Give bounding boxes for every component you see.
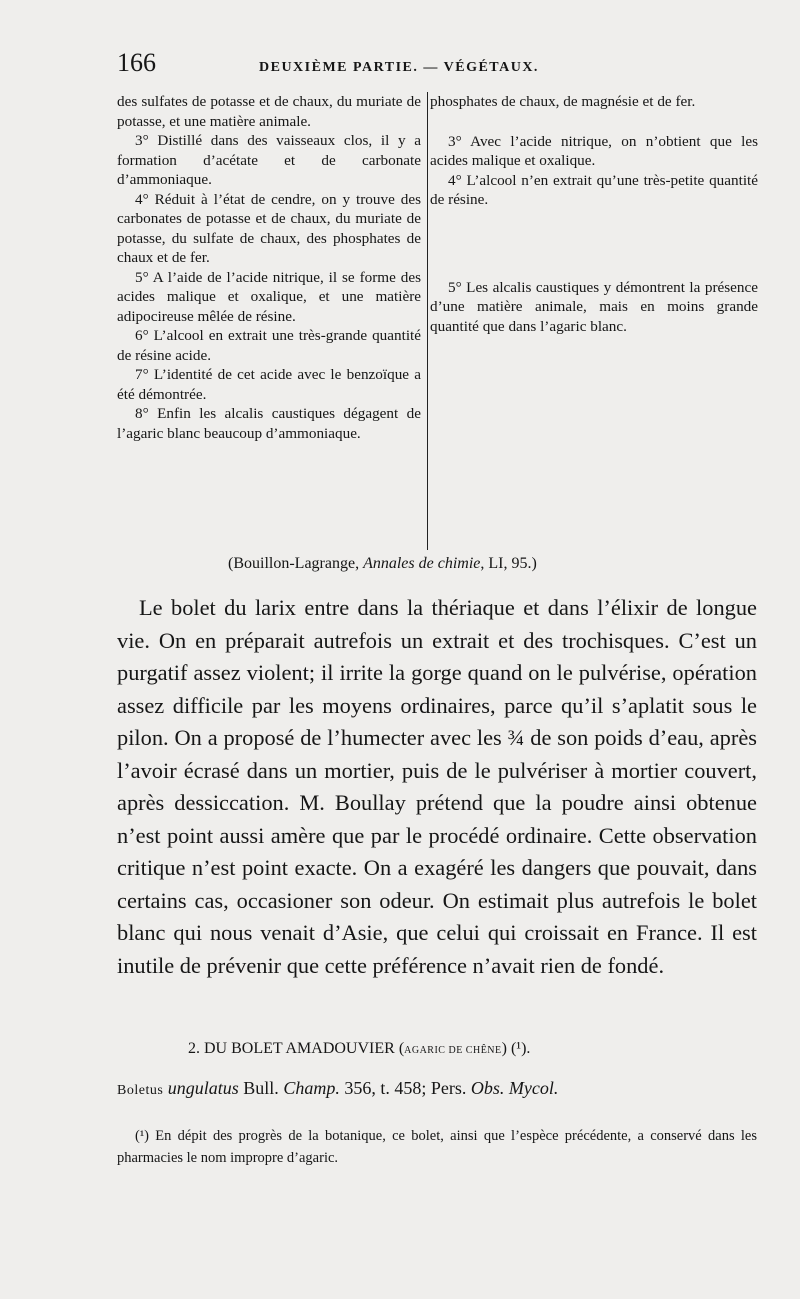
- section-close-paren: ): [501, 1040, 507, 1057]
- citation-journal: Annales de chimie: [363, 555, 481, 572]
- left-item-5: 5° A l’aide de l’acide nitrique, il se forme des acides malique et oxalique, et une matière adipocireuse mêlée de résine.: [117, 268, 421, 325]
- species-name: ungulatus: [167, 1078, 239, 1098]
- genus-name: Boletus: [117, 1083, 164, 1098]
- footnote-text: (¹) En dépit des progrès de la botanique, ce bolet, ainsi que l’espèce précédente, a conservé dans les pharmacies le nom impropre d’agaric.: [117, 1128, 757, 1166]
- work-title-2: Obs. Mycol.: [470, 1078, 559, 1098]
- section-title: 2. DU BOLET AMADOUVIER (: [188, 1040, 405, 1057]
- citation-author: (Bouillon-Lagrange,: [228, 555, 360, 572]
- section-subtitle: AGARIC DE CHÊNE: [404, 1045, 502, 1056]
- right-item-4: 4° L’alcool n’en extrait qu’une très-petite quantité de résine.: [430, 171, 758, 208]
- footnote: [117, 1125, 757, 1169]
- main-paragraph: Le bolet du larix entre dans la thériaque et dans l’élixir de longue vie. On en préparait autrefois un extrait et des trochisques. C’est un purgatif assez violent; il irrite la gorge quand on le pulvérise, opération assez difficile par les moyens ordinaires, parce qu’il s’aplatit sous le pilon. On a proposé de l’humecter avec les ¾ de son poids d’eau, après l’avoir écrasé dans un mortier, puis de le pulvériser à mortier couvert, après dessiccation. M. Boullay prétend que la poudre ainsi obtenue n’est point aussi amère que par le procédé ordinaire. Cette observation critique n’est point exacte. On a exagéré les dangers que pouvait, dans certains cas, occasioner son odeur. On estimait plus autrefois le bolet blanc qui nous venait d’Asie, que celui qui croissait en France. Il est inutile de prévenir que cette préférence n’avait rien de fondé.: [117, 595, 757, 978]
- left-column: [117, 92, 421, 443]
- left-continuation: des sulfates de potasse et de chaux, du muriate de potasse, et une matière animale.: [117, 93, 421, 130]
- left-item-4: 4° Réduit à l’état de cendre, on y trouve des carbonates de potasse et de chaux, du muriate de potasse, du sulfate de chaux, des phosphates de chaux et de fer.: [117, 190, 421, 266]
- right-column: [430, 92, 758, 336]
- left-item-8: 8° Enfin les alcalis caustiques dégagent de l’agaric blanc beaucoup d’ammoniaque.: [117, 405, 421, 442]
- left-item-3: 3° Distillé dans des vaisseaux clos, il y a formation d’acétate et de carbonate d’ammoniaque.: [117, 132, 421, 188]
- right-item-5: 5° Les alcalis caustiques y démontrent la présence d’une matière animale, mais en moins grande quantité que dans l’agaric blanc.: [430, 278, 758, 335]
- citation-reference: , LI, 95.): [480, 555, 537, 572]
- page-header: [117, 48, 767, 82]
- citation: [228, 555, 537, 573]
- left-item-6: 6° L’alcool en extrait une très-grande quantité de résine acide.: [117, 327, 421, 364]
- column-divider: [427, 92, 428, 550]
- right-item-3: 3° Avec l’acide nitrique, on n’obtient que les acides malique et oxalique.: [430, 132, 758, 169]
- main-text: [117, 592, 757, 982]
- right-continuation: phosphates de chaux, de magnésie et de fer.: [430, 93, 696, 110]
- section-footnote-mark: (¹).: [510, 1040, 531, 1057]
- synonymy-line: [117, 1078, 757, 1099]
- section-heading: [188, 1040, 530, 1058]
- running-title: DEUXIÈME PARTIE. — VÉGÉTAUX.: [259, 60, 539, 75]
- author-abbrev: Bull.: [243, 1078, 279, 1098]
- left-item-7: 7° L’identité de cet acide avec le benzoïque a été démontrée.: [117, 366, 421, 403]
- reference-1: 356, t. 458; Pers.: [344, 1078, 467, 1098]
- work-title-1: Champ.: [283, 1078, 340, 1098]
- comparison-columns: [117, 92, 767, 552]
- page-number: 166: [117, 48, 156, 77]
